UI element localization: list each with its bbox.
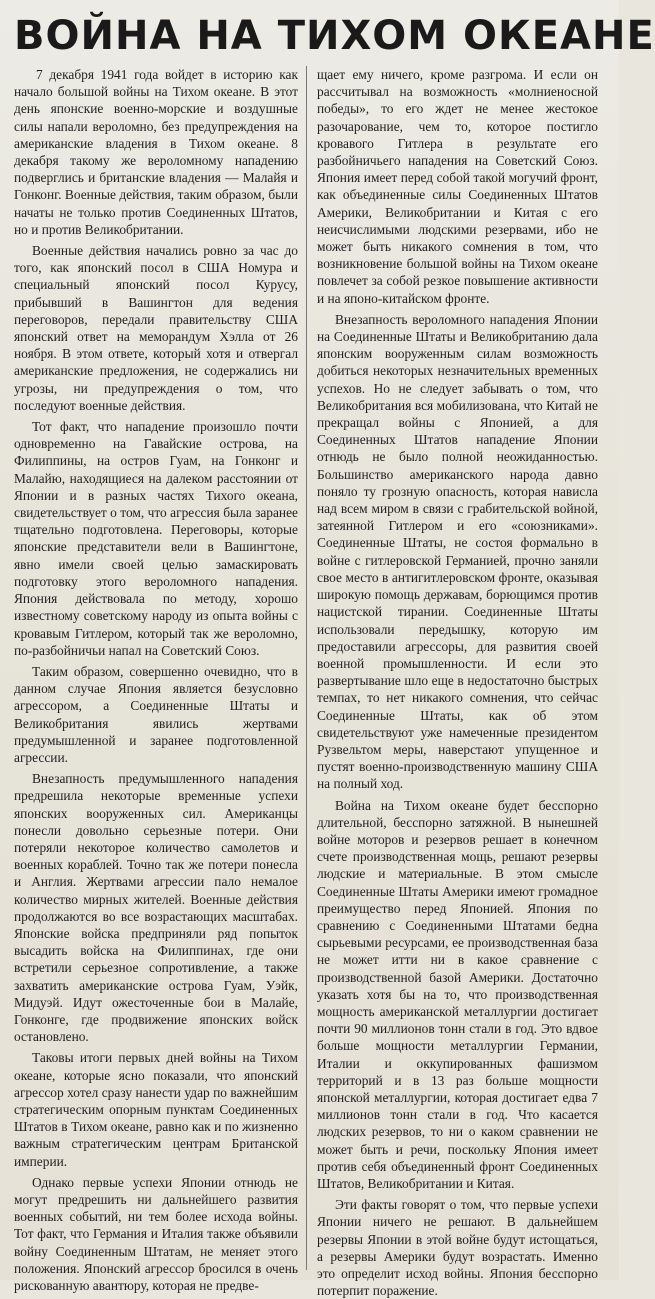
paragraph: Военные действия начались ровно за час до того, как японский посол в США Номура и специальный японский посол Курусу, прибывший в Вашингтон для ведения переговоров, передали правительству США японский ответ на меморандум Хэлла от 26 ноября. В этом ответе, который хотя и отвергал американские предложения, не содержались ни угрозы, ни предупреждения о том, что последуют военные действия. xyxy=(14,243,298,413)
headline: ВОЙНА НА ТИХОМ ОКЕАНЕ xyxy=(14,13,655,59)
paragraph: Внезапность вероломного нападения Японии на Соединенные Штаты и Великобританию дала японским вооруженным силам возможность добиться некоторых незначительных временных успехов. Но не следует забывать о том, что Великобритания вся мобилизована, что Китай не прекращал войны с Японией, а для Соединенных Штатов нападение Японии отнюдь не было полной неожиданностью. Большинство американского народа давно поняло ту грозную опасность, которая нависла над всем миром в связи с грабительской войной, затеянной Гитлером и его «союзниками». Соединенные Штаты, не состоя формально в войне с гитлеровской Германией, прочно заняли свое место в антигитлеровском фронте, оказывая широкую помощь державам, борющимся против нацистской тирании. Соединенные Штаты использовали передышку, которую им предоставили агрессоры, для развития своей военной промышленности. И если это развертывание шло еще в недостаточно быстрых темпах, то нет никакого сомнения, что сейчас Соединенные Штаты, как об этом свидетельствуют уже намеченные президентом Рузвельтом меры, наверстают упущенное и пустят военно-производственную машину США на полный ход. xyxy=(317,311,598,792)
paragraph: щает ему ничего, кроме разгрома. И если он рассчитывал на возможность «молниеносной победы», то его ждет не менее жестокое разочарование, чем то, которое постигло кровавого Гитлера в результате его разбойничьего нападения на Советский Союз. Япония имеет перед собой такой могучий фронт, как объединенные силы Соединенных Штатов Америки, Великобритании и Китая с его неисчислимыми людскими резервами, ибо не может быть никакого сомнения в том, что возникновение большой войны на Тихом океане повлечет за собой резкое повышение активности и на японо-китайском фронте. xyxy=(317,67,598,306)
article-columns xyxy=(14,66,609,1299)
paragraph: Таким образом, совершенно очевидно, что в данном случае Япония является безусловно агрессором, а Соединенные Штаты и Великобритания явились жертвами предумышленной и заранее подготовленной агрессии. xyxy=(14,663,298,765)
paragraph: Однако первые успехи Японии отнюдь не могут предрешить ни дальнейшего развития военных событий, ни тем более исхода войны. Тот факт, что Германия и Италия также объявили войну Соединенным Штатам, не меняет этого положения. Японский агрессор бросился в очень рискованную авантюру, которая не предве- xyxy=(14,1174,298,1294)
paragraph: Внезапность предумышленного нападения предрешила некоторые временные успехи японских вооруженных сил. Американцы понесли довольно серьезные потери. Они потеряли некоторое количество самолетов и военных кораблей. Точно так же потери понесла и Англия. Жертвами агрессии пало немалое количество мирных жителей. Военные действия продолжаются во все возрастающих масштабах. Японские войска предприняли ряд попыток высадить войска на Филиппинах, где они встретили серьезное сопротивление, а также захватить американские острова Гуам, Уэйк, Мидуэй. Идут ожесточенные бои в Малайе, Гонконге, где продвижение японских войск остановлено. xyxy=(14,771,298,1045)
paragraph: Таковы итоги первых дней войны на Тихом океане, которые ясно показали, что японский агрессор хотел сразу нанести удар по важнейшим стратегическим опорным пунктам Соединенных Штатов в Тихом океане, равно как и по жизненно важным стратегическим центрам Британской империи. xyxy=(14,1050,298,1169)
paragraph: 7 декабря 1941 года войдет в историю как начало большой войны на Тихом океане. В этот день японские военно-морские и воздушные силы напали вероломно, без предупреждения на американские владения в Тихом океане. 8 декабря такому же вероломному нападению подверглись и британские владения — Малайя и Гонконг. Военные действия, таким образом, были начаты не только против Соединенных Штатов, но и против Великобритании. xyxy=(14,67,298,237)
paragraph: Война на Тихом океане будет бесспорно длительной, бесспорно затяжной. В нынешней войне моторов и резервов решает в конечном счете производственная мощь, решают резервы людские и материальные. В этом смысле Соединенные Штаты Америки имеют громадное преимущество перед Японией. Япония по сравнению с Соединенными Штатами бедна сырьевыми ресурсами, ее производственная база не может итти ни в какое сравнение с производственной базой Америки. Достаточно указать хотя бы на то, что производственная мощность американской металлургии достигает почти 90 миллионов тонн стали в год. Это вдвое больше мощности металлургии Германии, Италии и оккупированных фашизмом территорий и в 13 раз больше мощности японской металлургии, которая достигает едва 7 миллионов тонн стали в год. Что касается людских резервов, то ни о каком сравнении не может быть и речи, поскольку Япония имеет против себя объединенный фронт Соединенных Штатов, Великобритании и Китая. xyxy=(317,797,598,1191)
right-column xyxy=(306,66,598,1299)
left-column xyxy=(14,66,306,1294)
paragraph: Эти факты говорят о том, что первые успехи Японии ничего не решают. В дальнейшем резервы Японии в этой войне будут истощаться, а резервы Америки будут возрастать. Именно это определит исход войны. Япония бесспорно потерпит поражение. xyxy=(317,1197,598,1299)
paragraph: Тот факт, что нападение произошло почти одновременно на Гавайские острова, на Филиппины, на остров Гуам, на Гонконг и Малайю, находящиеся на далеком расстоянии от Японии и в разных частях Тихого океана, свидетельствует о том, что агрессия была заранее тщательно подготовлена. Переговоры, которые японские представители вели в Вашингтоне, явно имели своей целью замаскировать подготовку этого вероломного нападения. Япония действовала по методу, хорошо известному советскому народу из опыта войны с кровавым Гитлером, который так же вероломно, по-разбойничьи напал на Советский Союз. xyxy=(14,419,298,658)
